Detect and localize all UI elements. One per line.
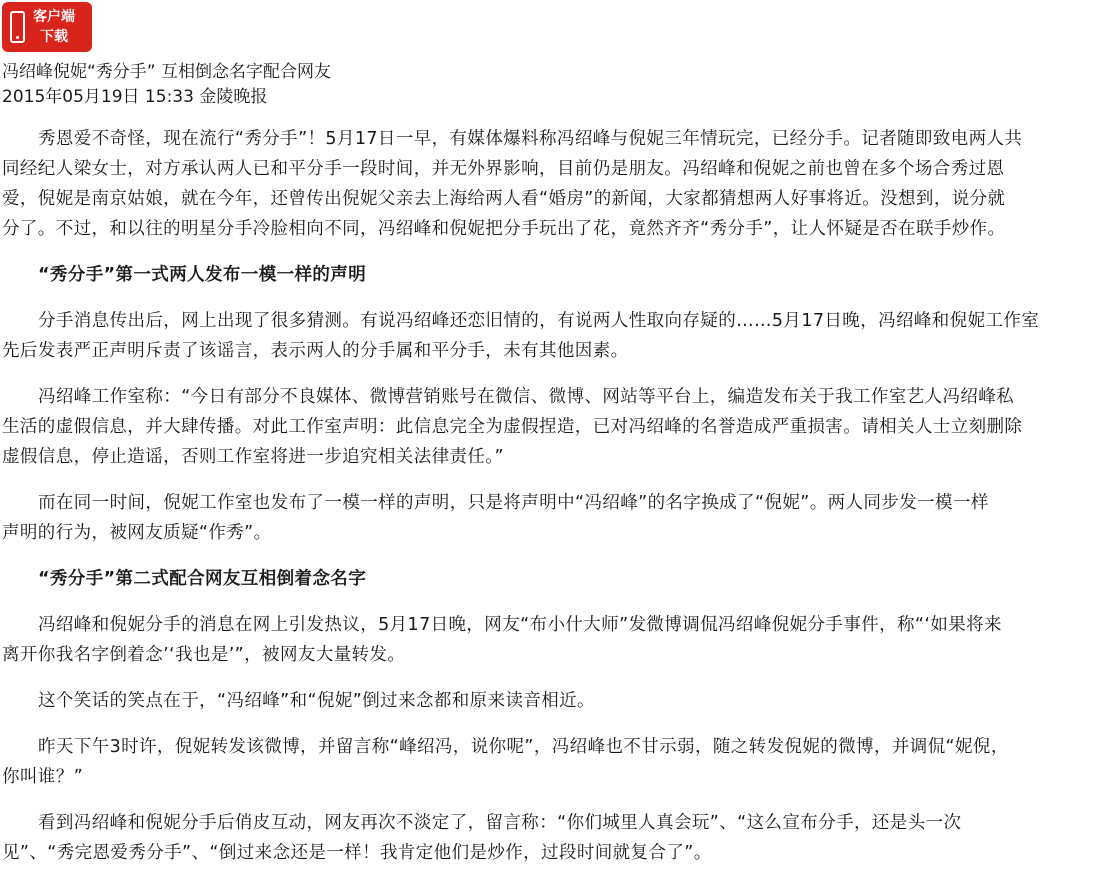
article-headline: 冯绍峰倪妮“秀分手” 互相倒念名字配合网友 (2, 62, 332, 82)
article-paragraph-8: 看到冯绍峰和倪妮分手后俏皮互动，网友再次不淡定了，留言称：“你们城里人真会玩”、“这么宣布分手，还是头一次 见”、“秀完恩爱秀分手”、“倒过来念还是一样！我肯定他们是炒作，过段时间就复合了”。 (2, 813, 962, 863)
article-subheading-1: “秀分手”第一式两人发布一模一样的声明 (38, 265, 367, 285)
app-download-button[interactable] (2, 2, 92, 52)
app-download-label-line1: 客户端 (33, 9, 75, 25)
article-subheading-2: “秀分手”第二式配合网友互相倒着念名字 (38, 569, 367, 589)
article-paragraph-4: 而在同一时间，倪妮工作室也发布了一模一样的声明，只是将声明中“冯绍峰”的名字换成了“倪妮”。两人同步发一模一样 声明的行为，被网友质疑“作秀”。 (2, 493, 989, 543)
article-byline: 2015年05月19日 15:33 金陵晚报 (2, 87, 268, 107)
article-paragraph-2: 分手消息传出后，网上出现了很多猜测。有说冯绍峰还恋旧情的，有说两人性取向存疑的……5月17日晚，冯绍峰和倪妮工作室 先后发表严正声明斥责了该谣言，表示两人的分手属和平分手，未有其他因素。 (2, 311, 1040, 361)
app-download-label-line2: 下载 (40, 29, 68, 45)
phone-icon (10, 11, 25, 43)
app-download-label (33, 7, 75, 47)
article-paragraph-6: 这个笑话的笑点在于，“冯绍峰”和“倪妮”倒过来念都和原来读音相近。 (38, 691, 595, 711)
article-paragraph-3: 冯绍峰工作室称：“今日有部分不良媒体、微博营销账号在微信、微博、网站等平台上，编造发布关于我工作室艺人冯绍峰私 生活的虚假信息，并大肆传播。对此工作室声明：此信息完全为虚假捏造，已对冯绍峰的名誉造成严重损害。请相关人士立刻删除 虚假信息，停止造谣，否则工作室将进一步追究相关法律责任。” (2, 387, 1023, 467)
article-paragraph-7: 昨天下午3时许，倪妮转发该微博，并留言称“峰绍冯，说你呢”，冯绍峰也不甘示弱，随之转发倪妮的微博，并调侃“妮倪， 你叫谁？” (2, 737, 1009, 787)
article-body (2, 124, 1102, 884)
article-paragraph-1: 秀恩爱不奇怪，现在流行“秀分手”！5月17日一早，有媒体爆料称冯绍峰与倪妮三年情玩完，已经分手。记者随即致电两人共 同经纪人梁女士，对方承认两人已和平分手一段时间，并无外界影响，目前仍是朋友。冯绍峰和倪妮之前也曾在多个场合秀过恩 爱，倪妮是南京姑娘，就在今年，还曾传出倪妮父亲去上海给两人看“婚房”的新闻，大家都猜想两人好事将近。没想到，说分就 分了。不过，和以往的明星分手冷脸相向不同，冯绍峰和倪妮把分手玩出了花，竟然齐齐“秀分手”，让人怀疑是否在联手炒作。 (2, 129, 1023, 239)
article-paragraph-5: 冯绍峰和倪妮分手的消息在网上引发热议，5月17日晚，网友“布小什大师”发微博调侃冯绍峰倪妮分手事件，称“‘如果将来 离开你我名字倒着念’‘我也是’”，被网友大量转发。 (2, 615, 1002, 665)
